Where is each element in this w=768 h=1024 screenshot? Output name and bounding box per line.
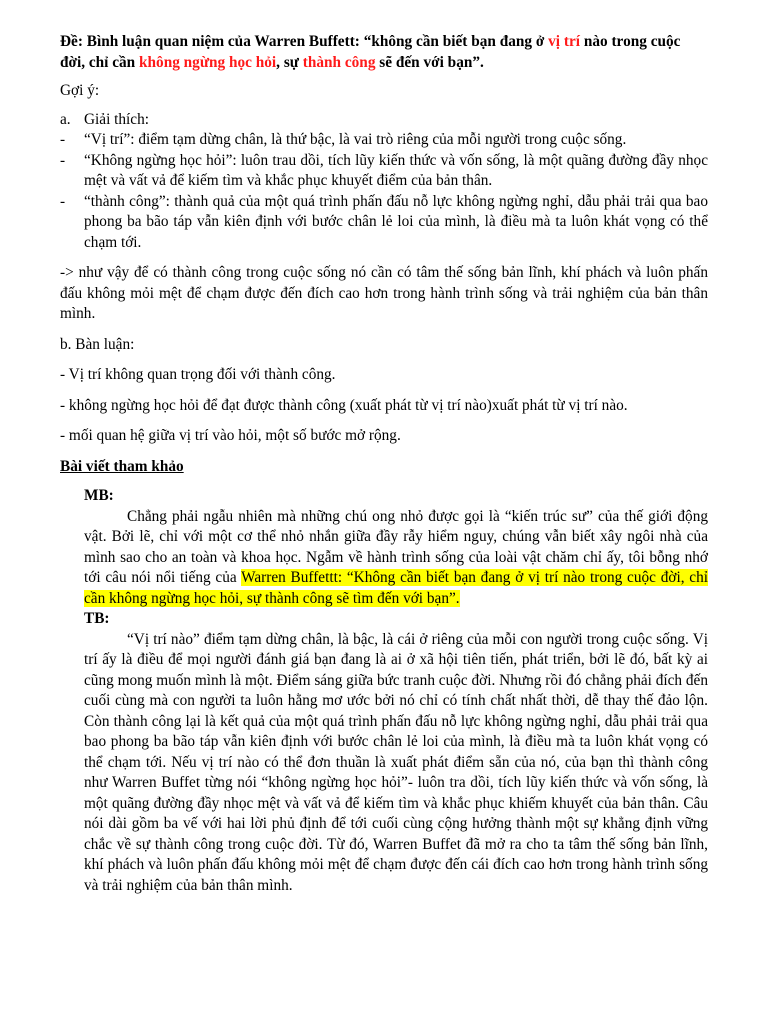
- highlighted-quote: Warren Buffettt: “Không cần biết bạn đang ở vị trí nào trong cuộc đời, chỉ cần không ngừng học hỏi, sự thành công sẽ tìm đến với bạn”.: [84, 569, 708, 607]
- list-item: [60, 130, 708, 151]
- section-a-label: a.: [60, 110, 71, 128]
- body-label: TB:: [84, 610, 110, 627]
- section-b-line: - Vị trí không quan trọng đối với thành công.: [60, 366, 336, 383]
- section-a-heading: [60, 110, 708, 131]
- body-paragraph: “Vị trí nào” điểm tạm dừng chân, là bậc, là cái ở riêng của mỗi con người trong cuộc sống. Vị trí ấy là điều để mọi người đánh giá bạn đang là ai ở xã hội tiên tiến, phát triển, bởi lẽ đó, bất kỳ ai cũng mong muốn mình là một. Điểm sáng giữa bức tranh cuộc đời. Nhưng rồi đó chẳng phải đích đến cuối cùng mà con người ta luôn hằng mơ ước bởi nó chỉ có tính chất nhất thời, dễ thay thế đảo lộn. Còn thành công lại là kết quả của một quá trình phấn đấu nỗ lực không ngừng nghỉ, dẫu phải trải qua bao phong ba bão táp vẫn kiên định với bước chân lẻ loi của mình, là điều mà ta luôn khát vọng có thể chạm tới. Nếu vị trí nào có thể đơn thuần là xuất phát điểm sẵn của nó, của bạn thì thành công như Warren Buffet từng nói “không ngừng học hỏi”- luôn tra dồi, tích lũy kiến thức và vốn sống, là một quãng đường đầy nhọc mệt và vất vả để kiếm tìm và khắc phục khiếm khuyết của bản thân. Câu nói dài gồm ba vế với hai lời phủ định để tới cuối cùng cộng hưởng thành một sự khẳng định vững chắc về sự thành công trong cuộc đời. Từ đó, Warren Buffet đã mở ra cho ta tâm thế sống bản lĩnh, khí phách và luôn phấn đấu không mỏi mệt để chạm được đến cái đích cao hơn trong hành trình sống và trải nghiệm của bản thân mình.: [84, 630, 708, 894]
- definition-learning: “Không ngừng học hỏi”: luôn trau dồi, tích lũy kiến thức và vốn sống, là một quãng đường đầy nhọc mệt và vất vả để kiếm tìm và khắc phục khuyết điểm của bản thân.: [84, 151, 708, 189]
- list-item: [60, 151, 708, 192]
- title-keyword-learning: không ngừng học hỏi: [139, 53, 277, 71]
- essay-prompt-title: [60, 32, 708, 73]
- title-mid-2: , sự: [276, 53, 303, 71]
- section-a-heading-text: Giải thích:: [84, 110, 149, 128]
- intro-text: Chẳng phải ngẫu nhiên mà những chú ong nhỏ được gọi là “kiến trúc sư” của thế giới động vật. Bởi lẽ, chỉ với một cơ thể nhỏ nhắn giữa đầy rẫy hiểm nguy, chúng vẫn biết xây ngôi nhà của mình sao cho an toàn và khoa học. Ngẫm về hành trình sống của loài vật chăm chỉ ấy, tôi bỗng nhớ tới câu nói nổi tiếng của: [84, 507, 708, 586]
- section-b-line: - không ngừng học hỏi để đạt được thành công (xuất phát từ vị trí nào)xuất phát từ vị trí nào.: [60, 396, 628, 414]
- section-a: [60, 110, 708, 254]
- title-suffix: sẽ đến với bạn”.: [375, 53, 484, 71]
- hint-label: Gợi ý:: [60, 82, 100, 99]
- definition-success: “thành công”: thành quả của một quá trình phấn đấu nỗ lực không ngừng nghỉ, dẫu phải trải qua bao phong ba bão táp vẫn kiên định với bước chân lẻ loi của mình, là điều mà ta luôn khát vọng có thể chạm tới.: [84, 192, 708, 251]
- title-mid-1: nào trong cuộc đời, chỉ cần: [60, 33, 681, 71]
- intro-paragraph: [84, 507, 708, 610]
- dash-bullet: -: [60, 151, 66, 169]
- section-a-conclusion: -> như vậy để có thành công trong cuộc sống nó cần có tâm thế sống bản lĩnh, khí phách và luôn phấn đấu không mỏi mệt để chạm được đến đích cao hơn trong hành trình sống và trải nghiệm của bản thân mình.: [60, 264, 708, 322]
- dash-bullet: -: [60, 131, 66, 148]
- title-keyword-position: vị trí: [548, 33, 581, 50]
- title-keyword-success: thành công: [302, 53, 376, 71]
- list-item: [60, 192, 708, 254]
- dash-bullet: -: [60, 192, 66, 210]
- definition-position: “Vị trí”: điểm tạm dừng chân, là thứ bậc, là vai trò riêng của mỗi người trong cuộc sống.: [84, 131, 627, 148]
- reference-heading: Bài viết tham khảo: [60, 457, 184, 475]
- intro-label: MB:: [84, 487, 114, 504]
- section-b-heading: b. Bàn luận:: [60, 335, 135, 353]
- section-b-line: - mối quan hệ giữa vị trí vào hỏi, một số bước mở rộng.: [60, 427, 401, 444]
- title-prefix: Đề: Bình luận quan niệm của Warren Buffett: “không cần biết bạn đang ở: [60, 33, 549, 50]
